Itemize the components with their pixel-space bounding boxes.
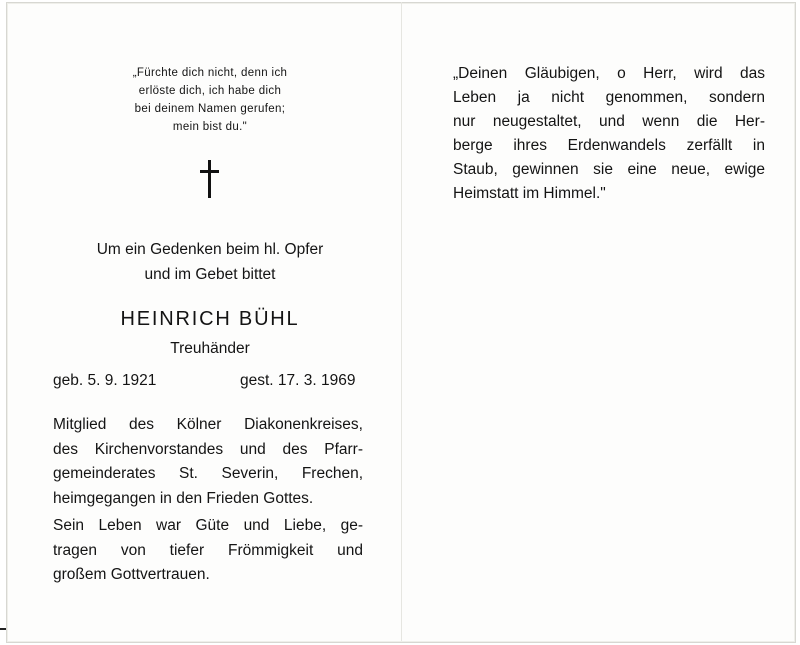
cross-vertical-bar	[208, 160, 211, 198]
verse-line: Leben ja nicht genommen, sondern	[453, 89, 765, 106]
verse-line: erlöste dich, ich habe dich	[138, 85, 282, 97]
death-date: gest. 17. 3. 1969	[240, 372, 356, 389]
deceased-profession: Treuhänder	[170, 340, 250, 357]
deceased-name: HEINRICH BÜHL	[120, 308, 300, 330]
cross-horizontal-bar	[200, 170, 219, 173]
verse-line: mein bist du."	[172, 121, 248, 133]
bible-verse-left	[100, 64, 320, 136]
verse-line: berge ihres Erdenwandels zerfällt in	[453, 137, 765, 154]
verse-line: Staub, gewinnen sie eine neue, ewige	[453, 161, 765, 178]
prayer-request-line: Um ein Gedenken beim hl. Opfer	[96, 241, 324, 258]
biography-line: tragen von tiefer Frömmigkeit und	[53, 541, 363, 559]
prayer-request-line: und im Gebet bittet	[144, 266, 276, 283]
biography-line: Mitglied des Kölner Diakonenkreises,	[53, 416, 363, 433]
biography-line: heimgegangen in den Frieden Gottes.	[53, 489, 314, 507]
latin-cross-icon	[197, 160, 223, 198]
verse-line: „Deinen Gläubigen, o Herr, wird das	[453, 65, 765, 82]
biography-paragraph-1	[53, 413, 363, 511]
bible-verse-right	[453, 62, 765, 206]
verse-line: Heimstatt im Himmel."	[453, 185, 606, 202]
biography-line: Sein Leben war Güte und Liebe, ge-	[53, 517, 363, 534]
edge-mark	[0, 628, 6, 630]
birth-date: geb. 5. 9. 1921	[53, 372, 157, 389]
biography-paragraph-2	[53, 514, 363, 588]
prayer-request	[40, 237, 380, 287]
verse-line: nur neugestaltet, und wenn die Her-	[453, 113, 765, 130]
verse-line: „Fürchte dich nicht, denn ich	[132, 67, 288, 79]
verse-line: bei deinem Namen gerufen;	[134, 103, 286, 115]
biography-line: gemeinderates St. Severin, Frechen,	[53, 465, 363, 482]
card-fold-line	[401, 2, 402, 641]
biography-line: großem Gottvertrauen.	[53, 566, 210, 583]
biography-line: des Kirchenvorstandes und des Pfarr-	[53, 440, 363, 458]
